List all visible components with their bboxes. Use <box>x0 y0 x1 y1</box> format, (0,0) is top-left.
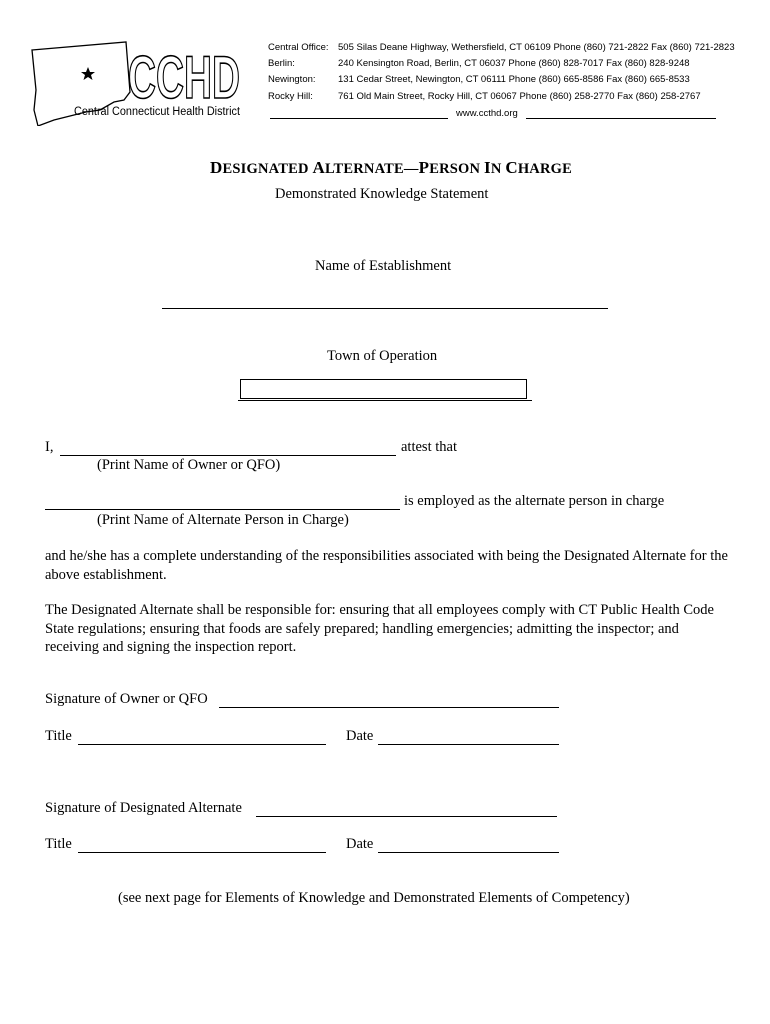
star-icon <box>81 67 95 80</box>
owner-prefix: I, <box>45 439 54 455</box>
footer-note: (see next page for Elements of Knowledge and Demonstrated Elements of Competency) <box>118 890 630 906</box>
document-title: DESIGNATED ALTERNATE—PERSON IN CHARGE <box>210 158 572 177</box>
owner-suffix: attest that <box>401 439 457 455</box>
alternate-name-field[interactable] <box>45 493 400 510</box>
alternate-title-label: Title <box>45 836 72 852</box>
establishment-field[interactable] <box>162 290 608 309</box>
owner-name-field[interactable] <box>60 439 396 456</box>
office-label-central: Central Office: <box>268 42 329 53</box>
owner-signature-label: Signature of Owner or QFO <box>45 691 208 707</box>
office-label-berlin: Berlin: <box>268 58 295 69</box>
alternate-date-field[interactable] <box>378 836 559 853</box>
town-field[interactable] <box>240 379 527 399</box>
office-address-newington: 131 Cedar Street, Newington, CT 06111 Phone (860) 665-8586 Fax (860) 665-8533 <box>338 74 690 85</box>
website-link[interactable]: www.ccthd.org <box>456 108 518 119</box>
header-rule-left <box>270 118 448 119</box>
owner-title-field[interactable] <box>78 728 326 745</box>
logo-letters: CCHD <box>128 44 240 111</box>
alternate-signature-field[interactable] <box>256 800 557 817</box>
alternate-signature-label: Signature of Designated Alternate <box>45 800 242 816</box>
alternate-suffix: is employed as the alternate person in charge <box>404 493 665 509</box>
alternate-title-field[interactable] <box>78 836 326 853</box>
office-address-rocky-hill: 761 Old Main Street, Rocky Hill, CT 06067 Phone (860) 258-2770 Fax (860) 258-2767 <box>338 91 701 102</box>
town-underline <box>238 400 532 401</box>
document-subtitle: Demonstrated Knowledge Statement <box>275 186 489 202</box>
responsibilities-paragraph: The Designated Alternate shall be responsible for: ensuring that all employees comply with CT Public Health Code State regulations; ensuring that foods are safely prepared; handling emergencies; admitting the inspector; and receiving and signing the inspection report. <box>45 602 714 655</box>
owner-date-label: Date <box>346 728 374 744</box>
owner-date-field[interactable] <box>378 728 559 745</box>
office-label-newington: Newington: <box>268 74 316 85</box>
owner-caption: (Print Name of Owner or QFO) <box>97 457 281 473</box>
office-address-central: 505 Silas Deane Highway, Wethersfield, CT 06109 Phone (860) 721-2822 Fax (860) 721-2823 <box>338 42 735 53</box>
establishment-label: Name of Establishment <box>315 258 452 274</box>
header-rule-right <box>526 118 716 119</box>
understanding-paragraph: and he/she has a complete understanding of the responsibilities associated with being the Designated Alternate for the above establishment. <box>45 548 728 583</box>
owner-title-label: Title <box>45 728 72 744</box>
town-label: Town of Operation <box>327 348 438 364</box>
logo-subtitle: Central Connecticut Health District <box>74 106 241 118</box>
office-label-rocky-hill: Rocky Hill: <box>268 91 313 102</box>
owner-signature-field[interactable] <box>219 691 559 708</box>
alternate-caption: (Print Name of Alternate Person in Charge) <box>97 512 349 528</box>
office-address-berlin: 240 Kensington Road, Berlin, CT 06037 Phone (860) 828-7017 Fax (860) 828-9248 <box>338 58 690 69</box>
alternate-date-label: Date <box>346 836 374 852</box>
cchd-logo <box>30 40 242 126</box>
